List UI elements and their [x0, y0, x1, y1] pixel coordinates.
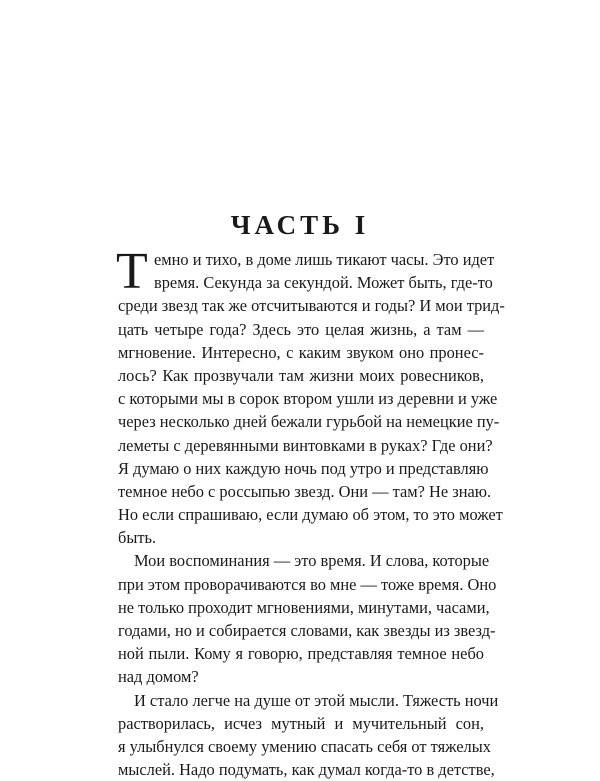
text-line: Мои воспоминания — это время. И слова, которые — [134, 551, 490, 571]
text-line: И стало легче на душе от этой мысли. Тяжесть ночи — [134, 690, 499, 710]
body-text — [116, 243, 505, 781]
text-line: растворилась, исчез мутный и мучительный сон, — [118, 713, 484, 733]
text-line: время. Секунда за секундой. Может быть, где-то — [154, 273, 493, 293]
text-line: быть. — [118, 528, 157, 548]
drop-cap-letter: Т — [116, 243, 148, 300]
text-line: цать четыре года? Здесь это целая жизнь, а там — — [118, 319, 484, 339]
text-line: ной пыли. Кому я говорю, представляя темное небо — [118, 644, 484, 664]
text-line: над домом? — [118, 667, 199, 687]
text-line: емно и тихо, в доме лишь тикают часы. Это идет — [154, 250, 495, 269]
text-line: через несколько дней бежали гурьбой на немецкие пу- — [118, 412, 500, 432]
text-line: годами, но и собирается словами, как звезды из звезд- — [118, 621, 496, 640]
text-line: среди звезд так же отсчитываются и годы? И мои трид- — [118, 296, 505, 316]
text-line: мыслей. Надо подумать, как думал когда-то в детстве, — [118, 760, 495, 780]
text-line: при этом проворачиваются во мне — тоже время. Оно — [118, 574, 497, 594]
text-line: леметы с деревянными винтовками в руках? Где они? — [118, 435, 493, 455]
text-line: с которыми мы в сорок втором ушли из деревни и уже — [118, 389, 498, 409]
text-line: я улыбнулся своему умению спасать себя от тяжелых — [118, 736, 491, 756]
text-line: лось? Как прозвучали там жизни моих ровесников, — [118, 365, 484, 385]
text-line: Я думаю о них каждую ночь под утро и представляю — [118, 458, 489, 478]
chapter-title: ЧАСТЬ I — [230, 210, 370, 240]
text-line: мгновение. Интересно, с каким звуком оно пронес- — [118, 342, 484, 362]
text-line: Но если спрашиваю, если думаю об этом, то это может — [118, 505, 503, 525]
text-line: не только проходит мгновениями, минутами, часами, — [118, 597, 490, 617]
text-line: темное небо с россыпью звезд. Они — там? Не знаю. — [118, 481, 492, 501]
